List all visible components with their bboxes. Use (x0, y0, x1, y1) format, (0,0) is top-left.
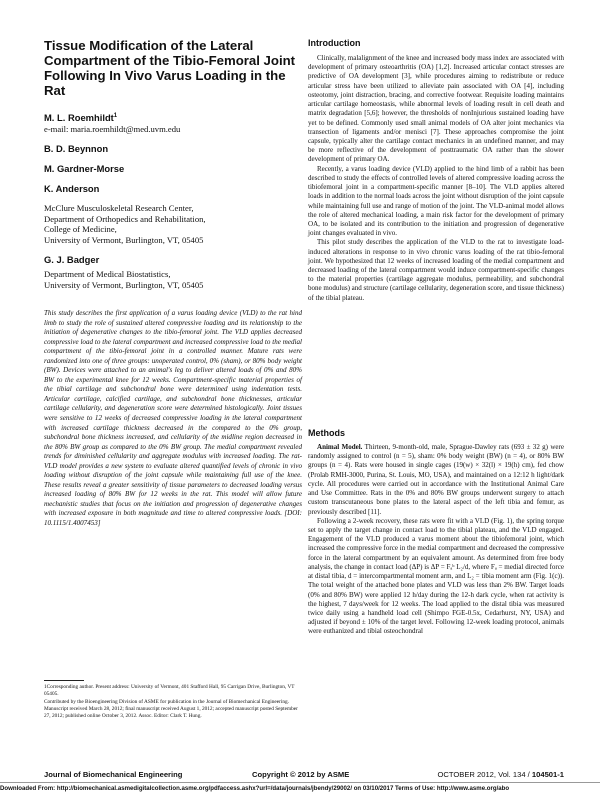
abstract: This study describes the first application of a varus loading device (VLD) to the rat hind limb to study the role of sustained altered compressive loading and its relationship to the initiation of degenerative changes to the tibio-femoral joint. The VLD applies decreased compressive load to the lateral compartment and increased compressive load to the medial compartment of the tibio-femoral joint in a controlled manner. Mature rats were randomized into one of three groups: unoperated control, 0% (sham), or 80% body weight (BW). Devices were attached to an animal's leg to deliver altered loads of 0% and 80% BW to the experimental knee for 12 weeks. Compartment-specific material properties of the tibial cartilage and subchondral bone were determined using indentation tests. Articular cartilage, calcified cartilage, and subchondral bone thicknesses, articular cartilage cellularity, and degeneration score were determined histologically. Joint tissues were sensitive to 12 weeks of decreased compressive loading in the lateral compartment with increased cartilage thickness decreased in the compared to the 0% group, subchondral bone thickness increased, and cellularity of the midline region decreased in the 80% BW group as compared to the 0% BW group. The medial compartment revealed trends for diminished cellularity and aggregate modulus with increased loading. The rat-VLD model provides a new system to evaluate altered quantified levels of chronic in vivo loading without disruption of the joint capsule while maintaining full use of the knee. These results reveal a greater sensitivity of tissue parameters to decreased loading versus increased loading of 80% BW for 12 weeks in the rat. This model will allow future mechanistic studies that focus on the initiation and progression of degenerative changes with increased exposure in both magnitude and time to altered compressive loads. [DOI: 10.1115/1.4007453] (44, 309, 302, 528)
page-footer (44, 770, 564, 780)
methods-section (308, 428, 564, 637)
author-name: B. D. Beynnon (44, 143, 109, 154)
author-name: K. Anderson (44, 183, 100, 194)
author-name: M. L. Roemhildt$^1$ (44, 112, 118, 123)
affiliation-line: College of Medicine, (44, 224, 117, 235)
footnote: Contributed by the Bioengineering Division of ASME for publication in the Journal of Biomechanical Engineering. Manuscript received March 28, 2012; final manuscript received August 1, 2012; accepted manuscript posted September 27, 2012; published online October 3, 2012. Assoc. Editor: Clark T. Hung. (44, 698, 298, 719)
journal-name: Journal of Biomechanical Engineering (44, 770, 183, 779)
section-heading: Methods (308, 428, 345, 438)
affiliation-line: University of Vermont, Burlington, VT, 05405 (44, 234, 204, 245)
footnote-rule (44, 680, 84, 681)
affiliation-line: Department of Medical Biostatistics, (44, 269, 171, 280)
paragraph: Animal Model. Thirteen, 9-month-old, male, Sprague-Dawley rats (693 ± 32 g) were randomly assigned to control (n = 5), sham: 0% body weight (BW) (n = 4), or 80% BW groups (n = 4). Rats were housed in single cages (19(w) × 32(l) × 19(h) cm), fed chow (Prolab RMH-3000, Purina, St. Louis, MO, USA), and maintained on a 12:12 h light/dark cycle. All procedures were carried out in accordance with the Institutional Animal Care and Use Committee. Rats in the 0% and 80% BW groups underwent surgery to attach custom transcutaneous bone plates to the lateral aspect of the left tibia and femur, as previously described [11]. (308, 443, 564, 516)
paragraph: Recently, a varus loading device (VLD) applied to the hind limb of a rabbit has been described to study the effects of controlled levels of altered compressive loading across the tibiofemoral joint in a compartment-specific manner [8–10]. The VLD applies altered loads in addition to the normal loads across the joint without disruption of the joint capsule while maintaining full use and range of motion of the joint. The VLD-animal model allows the role of altered mechanical loading, a main risk factor for the development of primary OA, to be isolated and its contribution to the initiation and progression of degenerative joint changes evaluated in vivo. (308, 164, 564, 238)
paragraph: Clinically, malalignment of the knee and increased body mass index are associated with development of primary osteoarthritis (OA) [1,2]. Increased articular contact stresses are predictive of OA development [3], while procedures aiming to redistribute or reduce articular stress have been utilized to alleviate pain associated with OA [4], including osteotomy, joint distraction, bracing, and corrective footwear. Requisite loading maintains articular cartilage homeostasis, while abnormal levels of loading result in cell death and matrix degradation [5,6]; however, the thresholds of nonInjurious sustained loading have yet to be defined. Commonly used small animal models of OA alter joint mechanics via transection of ligaments and/or menisci [7]. These approaches compromise the joint capsule, typically alter the cartilage contact mechanics in an undefined manner, and may be more reflective of the development of posttraumatic OA rather than the slower development of primary OA. (308, 54, 564, 164)
affiliation-line: McClure Musculoskeletal Research Center, (44, 203, 194, 213)
section-heading: Introduction (308, 38, 361, 48)
copyright: Copyright © 2012 by ASME (252, 770, 350, 779)
affiliation-line: Department of Orthopedics and Rehabilitation, (44, 213, 206, 224)
front-matter (44, 38, 302, 291)
footnote: 1Corresponding author. Present address: University of Vermont, 401 Stafford Hall, 95 Carrigan Drive, Burlington, VT 05405. (44, 684, 295, 697)
author-email[interactable]: e-mail: maria.roemhildt@med.uvm.edu (44, 124, 181, 134)
subsection-heading: Animal Model. (317, 443, 363, 451)
introduction-section (308, 38, 564, 303)
paragraph: Following a 2-week recovery, these rats were fit with a VLD (Fig. 1), the spring torque set to apply the target change in contact load to the tibial plateau, and the VLD engaged. Engagement of the VLD produced a varus moment about the tibiofemoral joint, which increased the compressive force in the medial compartment and decreased the compressive force in the lateral compartment by an equivalent amount. As determined from free body analysis, the change in contact load (ΔP) is ΔP = Fₐᵇ L₂/d, where Fₐ = medial directed force at distal tibia, d = intercompartmental moment arm, and L₂ = tibia moment arm (Fig. 1(c)). The total weight of the attached bone plates and VLD was less than 2% BW. Target loads (0% and 80% BW) were applied 12 h/day during the 12-h dark cycle, when rat activity is the highest, 7 days/week for 12 weeks. The load applied to the distal tibia was measured twice daily using a handheld load cell (Shimpo FGE-0.5x, Cedarhurst, NY, USA) and adjusted if beyond ± 10% of the target level. Following 12-week loading protocol, animals were euthanized and tibial osteochondral (308, 516, 564, 636)
author-name: M. Gardner-Morse (44, 163, 125, 174)
download-line[interactable]: Downloaded From: http://biomechanical.asmedigitalcollection.asme.org/pdfaccess.ashx?url=/data/journals/jbendy/29002/ on 03/10/2017 Terms of Use: http://www.asme.org/abo (0, 782, 600, 797)
affiliation-line: University of Vermont, Burlington, VT, 05405 (44, 279, 204, 290)
paragraph: This pilot study describes the application of the VLD to the rat to investigate load-induced alterations in response to in vivo chronic varus loading of the rat tibio-femoral joint. We hypothesized that 12 weeks of increased loading of the medial compartment and decreased loading of the lateral compartment would induce compartment-specific changes to the material properties (cartilage aggregate modulus, permeability, and subchondral bone modulus) and structure (cartilage cellularity, degeneration score, and tissue thickness) of the tibial plateau. (308, 238, 564, 302)
issue-page: OCTOBER 2012, Vol. 134 / 104501-1 (437, 770, 564, 779)
footnotes (44, 680, 302, 721)
article-title: Tissue Modification of the Lateral Compartment of the Tibio-Femoral Joint Following In Vivo Varus Loading in the Rat (44, 38, 296, 98)
author-name: G. J. Badger (44, 254, 100, 266)
